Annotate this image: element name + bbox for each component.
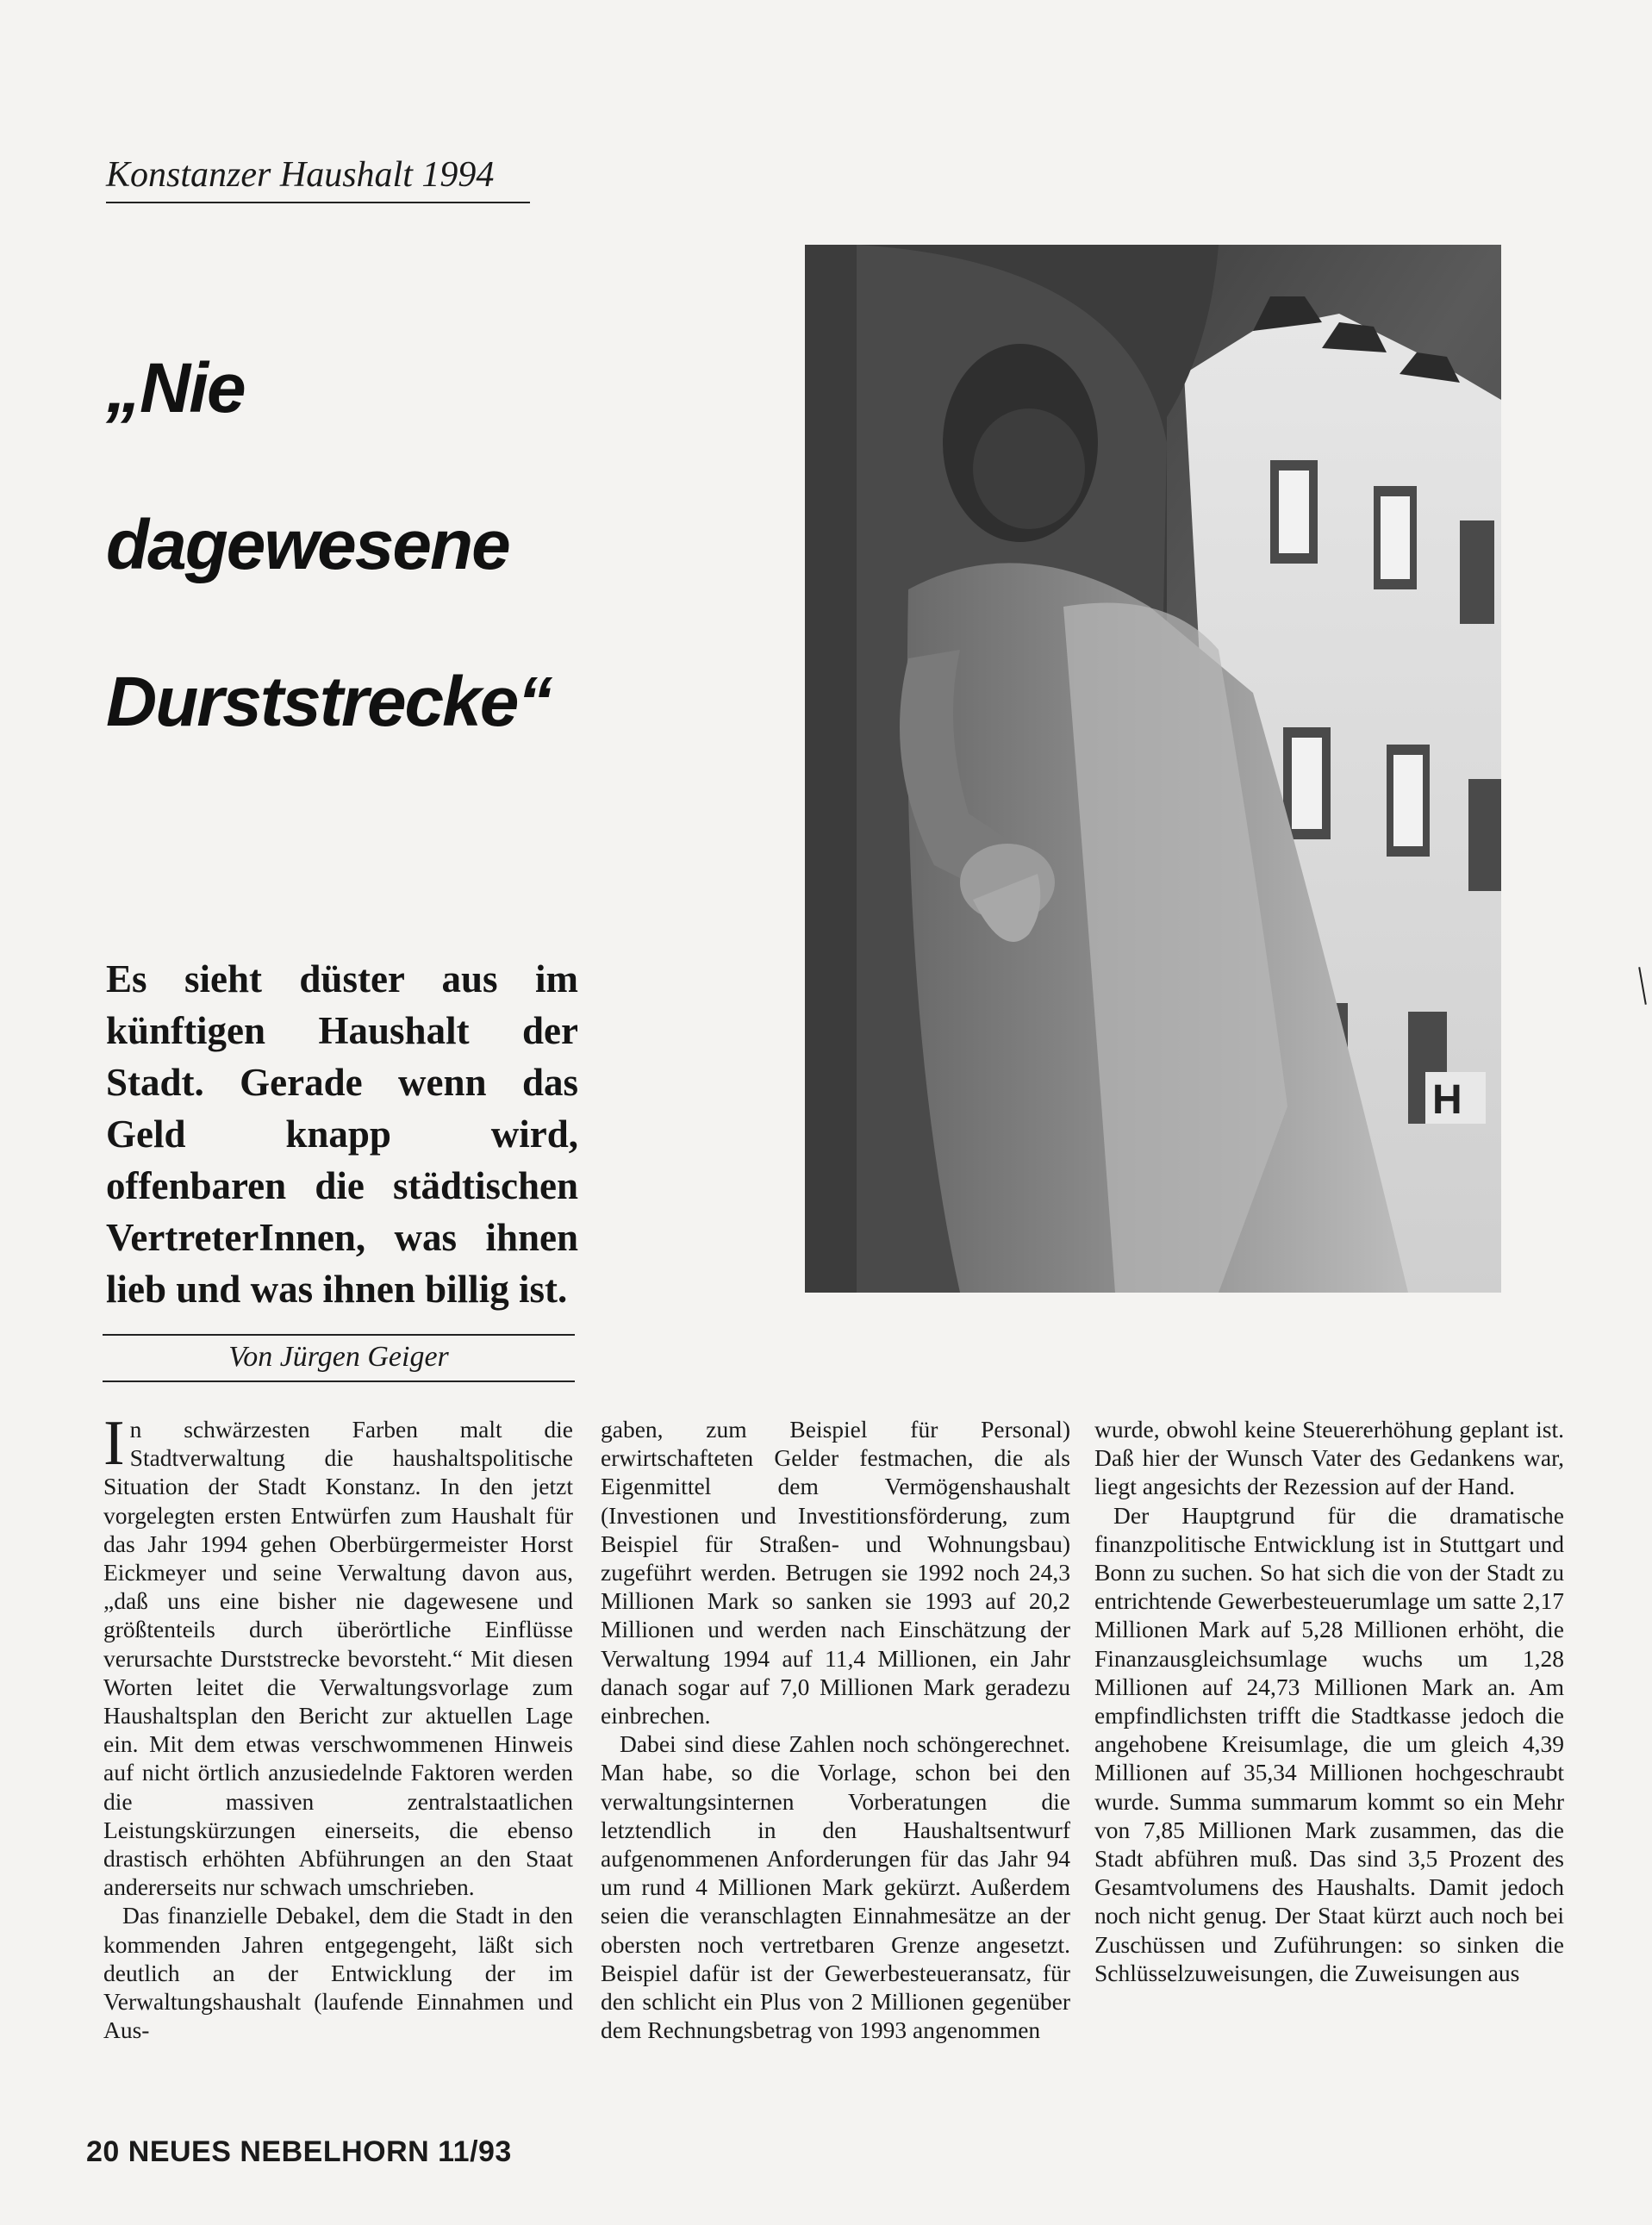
text-column-2 — [601, 1415, 1070, 2044]
statue-photo-icon — [805, 245, 1501, 1293]
drop-cap: I — [103, 1408, 125, 1479]
headline-line-2: dagewesene — [106, 506, 509, 584]
paragraph: Dabei sind diese Zahlen noch schöngerechnet. Man habe, so die Vorlage, schon bei den verwaltungsinternen Vorberatungen die letztendlich in den Haushaltsentwurf aufgenommenen Anforderungen für das Jahr 94 um rund 4 Millionen Mark gekürzt. Außerdem seien die veranschlagten Einnahmesätze an der obersten noch vertretbaren Grenze angesetzt. Beispiel dafür ist der Gewerbesteueransatz, für den schlicht ein Plus von 2 Millionen gegenüber dem Rechnungsbetrag von 1993 angenommen — [601, 1730, 1070, 2044]
article-byline: Von Jürgen Geiger — [103, 1334, 575, 1382]
paragraph — [103, 1408, 573, 1901]
paragraph-text: n schwärzesten Farben malt die Stadtverwaltung die haushaltspolitische Situation der Stadt Konstanz. In den jetzt vorgelegten ersten Entwürfen zum Haushalt für das Jahr 1994 gehen Oberbürgermeister Horst Eickmeyer und seine Verwaltung davon aus, „daß uns eine bisher nie dagewesene und größtenteils durch überörtliche Einflüsse verursachte Durststrecke bevorsteht.“ Mit diesen Worten leitet die Verwaltungsvorlage zum Haushaltsplan den Bericht zur aktuellen Lage ein. Mit dem etwas verschwommenen Hinweis auf nicht örtlich anzusiedelnde Faktoren werden die massiven zentralstaatlichen Leistungskürzungen einerseits, die ebenso drastisch erhöhten Abführungen an den Staat andererseits nur schwach umschrieben. — [103, 1416, 573, 1901]
section-kicker: Konstanzer Haushalt 1994 — [106, 153, 530, 203]
paragraph: Das finanzielle Debakel, dem die Stadt in den kommenden Jahren entgegengeht, läßt sich deutlich an der Entwicklung der im Verwaltungshaushalt (laufende Einnahmen und Aus- — [103, 1902, 573, 2044]
statue-photo — [805, 245, 1501, 1293]
text-column-3 — [1094, 1415, 1564, 1987]
paragraph: Der Hauptgrund für die dramatische finanzpolitische Entwicklung ist in Stuttgart und Bonn zu suchen. So hat sich die von der Stadt zu entrichtende Gewerbesteuerumlage um satte 2,17 Millionen Mark auf 5,28 Millionen erhöht, die Finanzausgleichsumlage wuchs um 1,28 Millionen auf 24,73 Millionen Mark an. Am empfindlichsten trifft die Stadtkasse jedoch die angehobene Kreisumlage, die um gleich 4,39 Millionen auf 35,34 Millionen hochgeschraubt wurde. Summa summarum kommt so ein Mehr von 7,85 Millionen Mark zusammen, das die Stadt abführen muß. Das sind 3,5 Prozent des Gesamtvolumens des Haushalts. Damit jedoch noch nicht genug. Der Staat kürzt auch noch bei Zuschüssen und Zuführungen: so sinken die Schlüsselzuweisungen, die Zuweisungen aus — [1094, 1501, 1564, 1986]
headline-line-1: „Nie — [106, 349, 245, 427]
page-footer: 20 NEUES NEBELHORN 11/93 — [86, 2135, 512, 2168]
text-column-1 — [103, 1408, 573, 2044]
paragraph: gaben, zum Beispiel für Personal) erwirtschafteten Gelder festmachen, die als Eigenmittel dem Vermögenshaushalt (Investionen und Investitionsförderung, zum Beispiel für Straßen- und Wohnungsbau) zugeführt werden. Betrugen sie 1992 noch 24,3 Millionen Mark so sanken sie 1993 auf 20,2 Millionen und werden nach Einschätzung der Verwaltung 1994 auf 11,4 Millionen, ein Jahr danach sogar auf 7,0 Millionen Mark geradezu einbrechen. — [601, 1416, 1070, 1730]
paragraph: wurde, obwohl keine Steuererhöhung geplant ist. Daß hier der Wunsch Vater des Gedankens war, liegt angesichts der Rezession auf der Hand. — [1094, 1416, 1564, 1500]
article-headline — [106, 310, 623, 781]
headline-line-3: Durststrecke“ — [106, 663, 552, 741]
svg-text:H: H — [1432, 1077, 1462, 1123]
margin-mark — [1638, 967, 1647, 1005]
article-lede: Es sieht düster aus im künftigen Haushalt der Stadt. Gerade wenn das Geld knapp wird, offenbaren die städtischen VertreterInnen, was ihnen lieb und was ihnen billig ist. — [106, 957, 578, 1311]
